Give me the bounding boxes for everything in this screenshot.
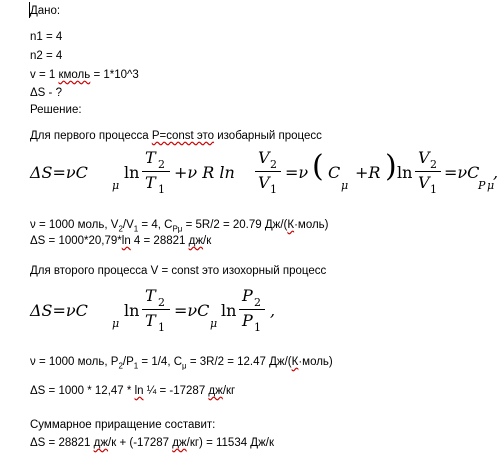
f2-fraction-bar-1 xyxy=(142,309,170,310)
f1-t-den-sub: 1 xyxy=(158,183,165,196)
f1-plus-nu-r-ln: +ν R ln xyxy=(174,163,235,182)
f1-eq-nu-c: =νC xyxy=(444,163,480,182)
f1-eq-nu: =ν xyxy=(285,163,309,182)
f1-c: C xyxy=(328,163,341,182)
f1-delta-s: ΔS=νC xyxy=(30,163,88,182)
f1-v-den-sub: 1 xyxy=(270,183,277,196)
f1-v-num-2: V xyxy=(418,148,430,167)
f2-eq-nu-c: =νC xyxy=(174,301,210,320)
f1-ln: ln xyxy=(124,163,140,182)
given-heading: Дано: xyxy=(30,5,61,17)
f1-mu-sub-3: μ xyxy=(487,179,495,192)
f2-fraction-bar-2 xyxy=(239,309,265,310)
f2-mu-sub-2: μ xyxy=(210,317,218,330)
given-n1: n1 = 4 xyxy=(30,31,63,43)
f1-v-den-2: V xyxy=(418,173,430,192)
f1-ln-2: ln xyxy=(397,163,413,182)
f1-t-den: T xyxy=(145,173,156,192)
f1-p-sub: P xyxy=(478,179,486,192)
f1-fraction-bar-1 xyxy=(142,171,170,172)
f1-comma: , xyxy=(493,163,499,182)
f2-t-den-sub: 1 xyxy=(158,321,165,334)
given-unknown: ΔS - ? xyxy=(30,87,62,99)
f1-rparen: ) xyxy=(385,149,397,184)
f2-p-num: P xyxy=(242,286,253,305)
f1-t-num: T xyxy=(145,148,156,167)
first-process-title: Для первого процесса P=const это изобарный процесс xyxy=(30,130,322,142)
f2-mu-sub: μ xyxy=(112,317,120,330)
f2-t-num-sub: 2 xyxy=(158,296,165,309)
total-result: ΔS = 28821 дж/к + (-17287 дж/кг) = 11534 Дж/к xyxy=(30,437,275,449)
f2-t-den: T xyxy=(145,311,156,330)
f1-v-num: V xyxy=(258,148,270,167)
formula-isochoric xyxy=(30,283,330,343)
f1-v-num-2-sub: 2 xyxy=(430,158,437,171)
f1-mu-sub-2: μ xyxy=(341,179,349,192)
given-v: v = 1 кмоль = 1*10^3 xyxy=(30,69,139,81)
f1-t-num-sub: 2 xyxy=(158,158,165,171)
total-label: Суммарное приращение составит: xyxy=(30,419,216,431)
f1-lparen: ( xyxy=(312,149,324,184)
f1-mu-sub: μ xyxy=(112,179,120,192)
f2-p-num-sub: 2 xyxy=(254,296,261,309)
given-n2: n2 = 4 xyxy=(30,50,63,62)
f1-fraction-bar-2 xyxy=(255,171,281,172)
solution-heading: Решение: xyxy=(30,104,82,116)
f1-v-den-2-sub: 1 xyxy=(430,183,437,196)
f1-plus-r: +R xyxy=(355,163,381,182)
f2-t-num: T xyxy=(145,286,156,305)
f1-fraction-bar-3 xyxy=(415,171,441,172)
second-values: ν = 1000 моль, $P_2/P_1 = 1/4$, $C_\mu = 3R/2 = 12.47$ Дж/(К·моль) xyxy=(30,356,333,371)
f2-ln-2: ln xyxy=(221,301,237,320)
second-result: ΔS = 1000 * 12,47 * ln ¼ = -17287 дж/кг xyxy=(30,385,236,397)
f2-p-den-sub: 1 xyxy=(254,321,261,334)
first-values: ν = 1000 моль, $V_2/V_1 = 4$, $C_{P\mu} = 5R/2 = 20.79$ Дж/(К·моль) xyxy=(30,219,329,234)
f2-comma: , xyxy=(270,301,276,320)
second-process-title: Для второго процесса V = const это изохорный процесс xyxy=(30,265,327,277)
f2-ln: ln xyxy=(124,301,140,320)
formula-isobaric xyxy=(30,145,500,205)
f1-v-den: V xyxy=(258,173,270,192)
f2-delta-s: ΔS=νC xyxy=(30,301,88,320)
f1-v-num-sub: 2 xyxy=(270,158,277,171)
f2-p-den: P xyxy=(242,311,253,330)
first-result: ΔS = 1000*20,79*ln 4 = 28821 дж/к xyxy=(30,235,212,247)
